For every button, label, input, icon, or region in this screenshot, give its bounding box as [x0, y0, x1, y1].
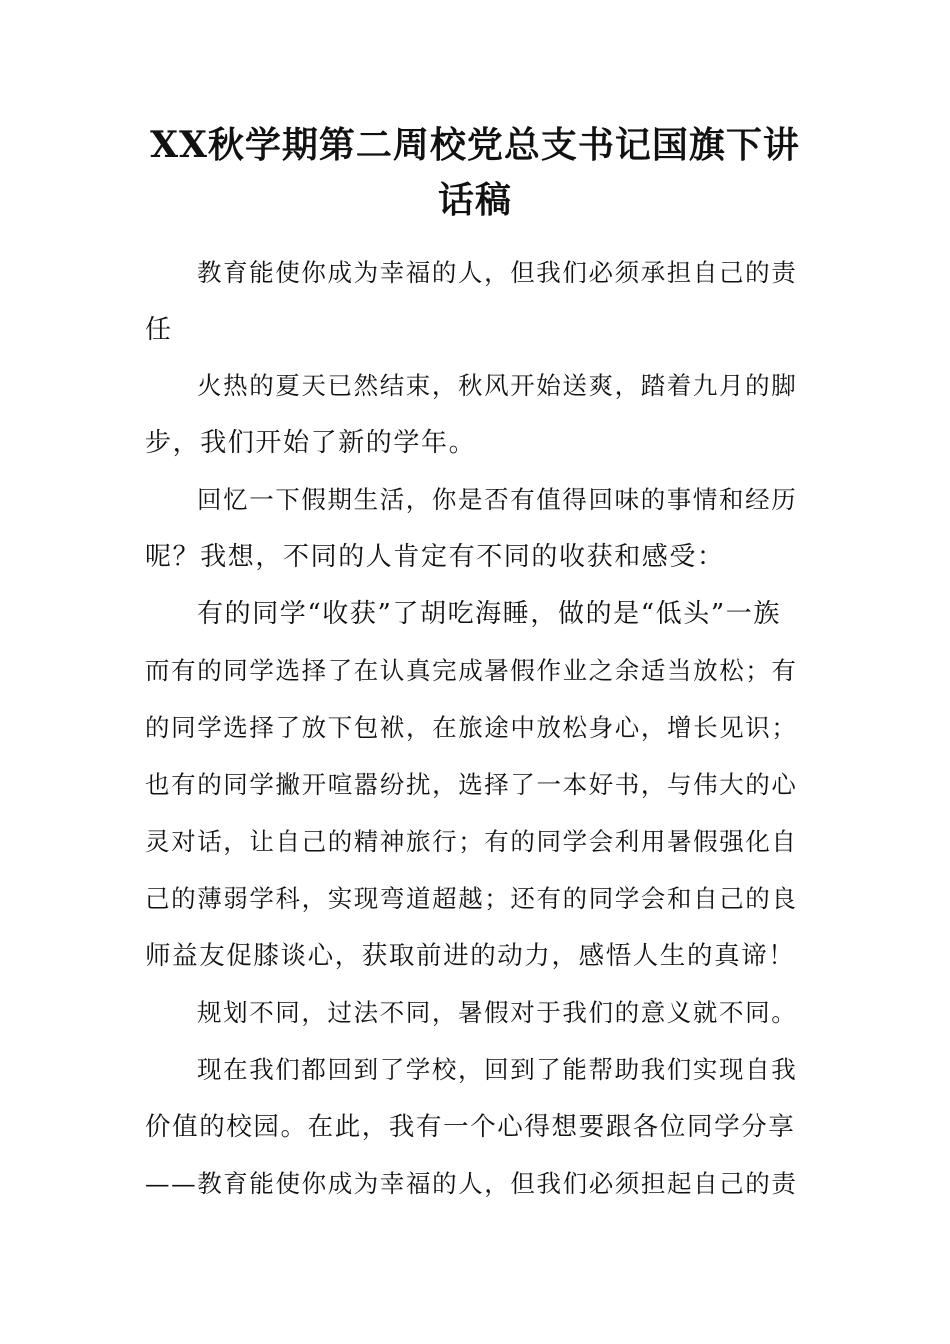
title-line-2: 话稿 — [437, 179, 512, 221]
paragraph-line: 的同学选择了放下包袱，在旅途中放松身心，增长见识； — [145, 713, 798, 742]
paragraph-line: 价值的校园。在此，我有一个心得想要跟各位同学分享 — [145, 1112, 796, 1142]
paragraph-line: 己的薄弱学科，实现弯道超越；还有的同学会和自己的良 — [145, 884, 798, 913]
paragraph-line: 呢？我想，不同的人肯定有不同的收获和感受： — [145, 542, 725, 572]
paragraph-line: 回忆一下假期生活，你是否有值得回味的事情和经历 — [197, 485, 798, 514]
paragraph-line: 教育能使你成为幸福的人，但我们必须承担自己的责 — [197, 258, 798, 287]
paragraph-line: 灵对话，让自己的精神旅行；有的同学会利用暑假强化自 — [145, 827, 798, 856]
paragraph-line: 规划不同，过法不同，暑假对于我们的意义就不同。 — [197, 998, 798, 1027]
title-line-1: XX秋学期第二周校党总支书记国旗下讲 — [150, 124, 800, 166]
paragraph-line: 有的同学“收获”了胡吃海睡，做的是“低头”一族 — [197, 599, 781, 629]
paragraph-line: 现在我们都回到了学校，回到了能帮助我们实现自我 — [197, 1055, 798, 1084]
document-title — [140, 118, 810, 228]
paragraph-line: 火热的夏天已然结束，秋风开始送爽，踏着九月的脚 — [197, 371, 798, 400]
paragraph-line: 而有的同学选择了在认真完成暑假作业之余适当放松；有 — [145, 656, 798, 685]
paragraph-line: 任 — [145, 315, 173, 345]
paragraph-line: ——教育能使你成为幸福的人，但我们必须担起自己的责 — [145, 1169, 798, 1198]
paragraph-line: 师益友促膝谈心，获取前进的动力，感悟人生的真谛！ — [145, 941, 796, 971]
paragraph-line: 步，我们开始了新的学年。 — [145, 428, 477, 458]
paragraph-line: 也有的同学撇开喧嚣纷扰，选择了一本好书，与伟大的心 — [145, 770, 798, 799]
